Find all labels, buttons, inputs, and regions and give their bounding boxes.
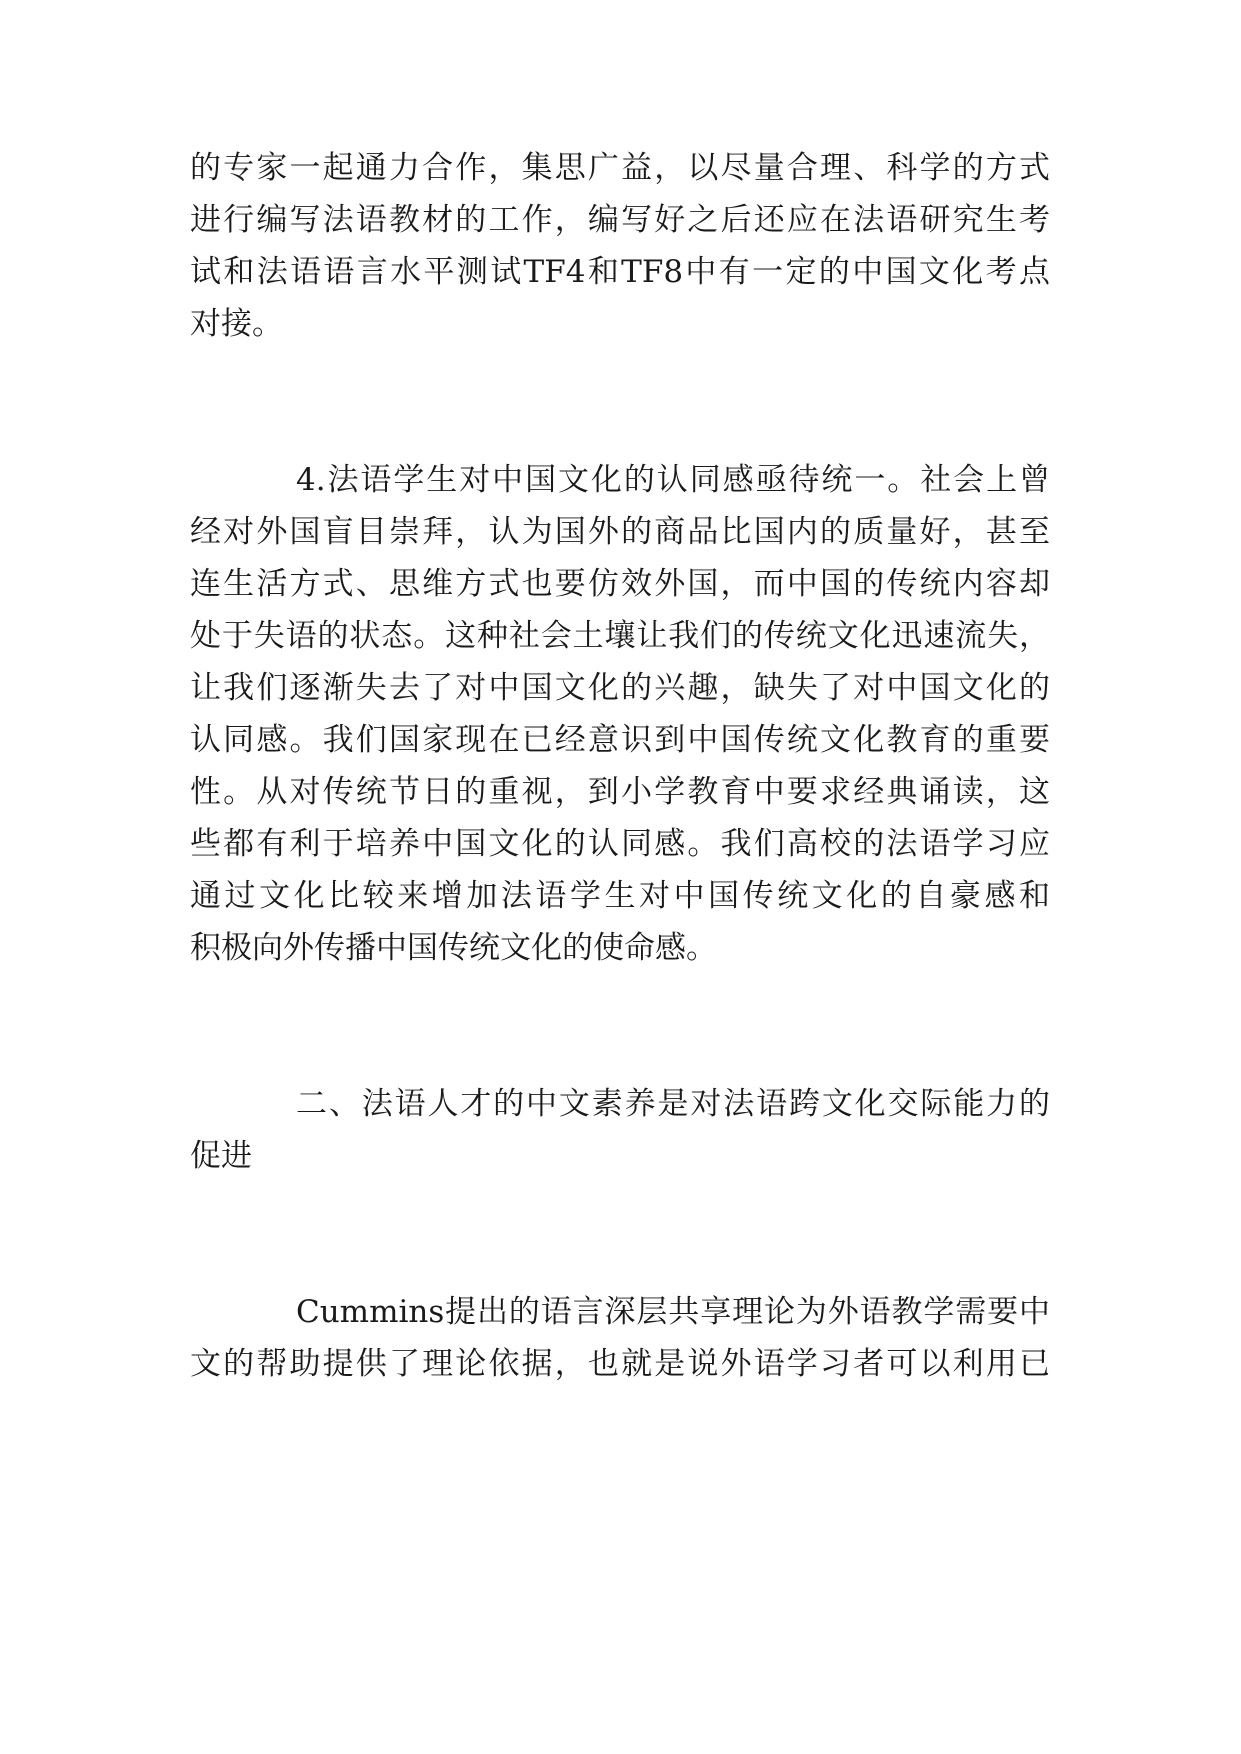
text-line: 处于失语的状态。这种社会土壤让我们的传统文化迅速流失，	[190, 618, 1050, 654]
text-line: 的专家一起通力合作，集思广益，以尽量合理、科学的方式	[190, 150, 1050, 186]
text-line: Cummins提出的语言深层共享理论为外语教学需要中	[296, 1294, 1050, 1330]
heading-line: 二、法语人才的中文素养是对法语跨文化交际能力的	[296, 1086, 1050, 1122]
text-line: 文的帮助提供了理论依据，也就是说外语学习者可以利用已	[190, 1346, 1050, 1382]
text-line: 试和法语语言水平测试TF4和TF8中有一定的中国文化考点	[190, 254, 1050, 290]
text-line: 积极向外传播中国传统文化的使命感。	[190, 930, 717, 966]
text-line: 让我们逐渐失去了对中国文化的兴趣，缺失了对中国文化的	[190, 670, 1050, 706]
text-line: 些都有利于培养中国文化的认同感。我们高校的法语学习应	[190, 826, 1050, 862]
text-line: 连生活方式、思维方式也要仿效外国，而中国的传统内容却	[190, 566, 1050, 602]
heading-line: 促进	[190, 1138, 252, 1174]
text-line: 通过文化比较来增加法语学生对中国传统文化的自豪感和	[190, 878, 1050, 914]
text-line: 对接。	[190, 306, 283, 342]
text-line: 性。从对传统节日的重视，到小学教育中要求经典诵读，这	[190, 774, 1050, 810]
text-line: 4.法语学生对中国文化的认同感亟待统一。社会上曾	[296, 462, 1050, 498]
text-line: 认同感。我们国家现在已经意识到中国传统文化教育的重要	[190, 722, 1050, 758]
text-line: 经对外国盲目崇拜，认为国外的商品比国内的质量好，甚至	[190, 514, 1050, 550]
text-line: 进行编写法语教材的工作，编写好之后还应在法语研究生考	[190, 202, 1050, 238]
